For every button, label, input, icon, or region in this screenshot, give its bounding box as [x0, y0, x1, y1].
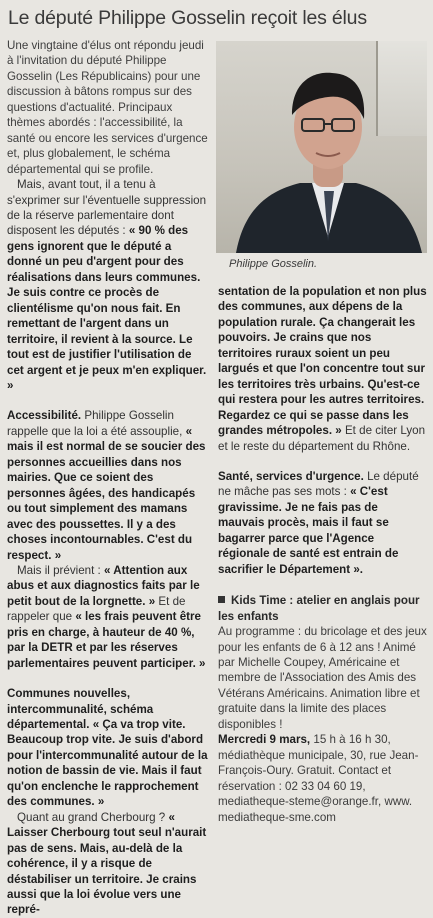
- brief-body: Au programme : du bricolage et des jeux pour les enfants de 6 à 12 ans ! Animé par Michelle Coupey, Américaine et membre de l'Association des Amis des Vétérans Américains. Animation libre et gratuite dans la limite des places disponibles !: [218, 625, 427, 731]
- article-paragraph: Quant au grand Cherbourg ? « Laisser Cherbourg tout seul n'aurait pas de sens. Mais, au-delà de la cohérence, il y a risque de déstabiliser un territoire. Je crains aussi que la loi évolue vers une repré-: [7, 810, 207, 917]
- square-bullet-icon: [218, 596, 225, 603]
- article-headline: Le député Philippe Gosselin reçoit les élus: [8, 7, 367, 29]
- photo-caption: Philippe Gosselin.: [229, 258, 318, 270]
- article-intro: Une vingtaine d'élus ont répondu jeudi à l'invitation du député Philippe Gosselin (Les Républicains) pour une discussion à bâtons rompus sur des questions d'actualité. Principaux thèmes abordés : l'accessibilité, la santé ou encore les services d'urgence et, plus globalement, le schéma départemental qui se profile.: [7, 39, 208, 176]
- article-paragraph: Mais, avant tout, il a tenu à s'exprimer sur l'éventuelle suppression de la réserve parlementaire dont disposent les députés : « 90 % des gens ignorent que le député a donné un peu d'argent pour des réalisations dans leurs communes. Je suis contre ce procès de clientélisme qu'on nous fait. En remettant de l'argent dans un territoire, il revient à la source. Le tout est de justifier l'utilisation de cet argent et je peux m'en expliquer. »: [7, 178, 207, 392]
- portrait-figure: [216, 41, 427, 253]
- article-paragraph: sentation de la population et non plus des communes, aux dépens de la population rurale. Ça changerait les pouvoirs. Je crains que nos territoires ruraux soient un peu largués et que l'on concentre tout sur les territoires très urbains. Qu'est-ce qui restera pour les autres territoires. Regardez ce qui se passe dans les grandes métropoles. » Et de citer Lyon et le reste du département du Rhône.: [218, 285, 427, 453]
- brief-title: Kids Time : atelier en anglais pour les enfants: [218, 594, 420, 623]
- article-paragraph: Santé, services d'urgence. Le député ne mâche pas ses mots : « C'est gravissime. Je ne fais pas de mauvais procès, mais il faut se bagarrer parce que l'Agence régionale de santé est entrain de sacrifier le Département ».: [218, 469, 419, 576]
- article-paragraph: Mais il prévient : « Attention aux abus et aux diagnostics faits par le petit bout de la lorgnette. » Et de rappeler que « les frais peuvent être pris en charge, à hauteur de 40 %, par la DETR et par les réserves parlementaires peuvent participer. »: [7, 563, 206, 670]
- article-paragraph: Accessibilité. Philippe Gosselin rappelle que la loi a été assouplie, « mais il est normal de se soucier des personnes accueillies dans nos mairies. Que ce soient des personnes âgées, des handicapés ou tout simplement des mamans avec des poussettes. Il y a des choses incontournables. C'est du respect. »: [7, 409, 206, 562]
- article-left-column: [7, 38, 208, 918]
- article-right-column: [218, 284, 427, 825]
- brief-details: Mercredi 9 mars, 15 h à 16 h 30, médiathèque municipale, 30, rue Jean-François-Oury. Gratuit. Contact et réservation : 02 33 04 60 19, mediatheque-steme@orange.fr, www. mediatheque-sme.com: [218, 733, 419, 824]
- article-paragraph: Communes nouvelles, intercommunalité, schéma départemental. « Ça va trop vite. Beaucoup trop vite. Je suis d'abord pour l'intercommunalité autour de la notion de bassin de vie. Mais il faut qu'on enclenche le rapprochement des communes. »: [7, 687, 208, 809]
- portrait-photo: [216, 41, 427, 253]
